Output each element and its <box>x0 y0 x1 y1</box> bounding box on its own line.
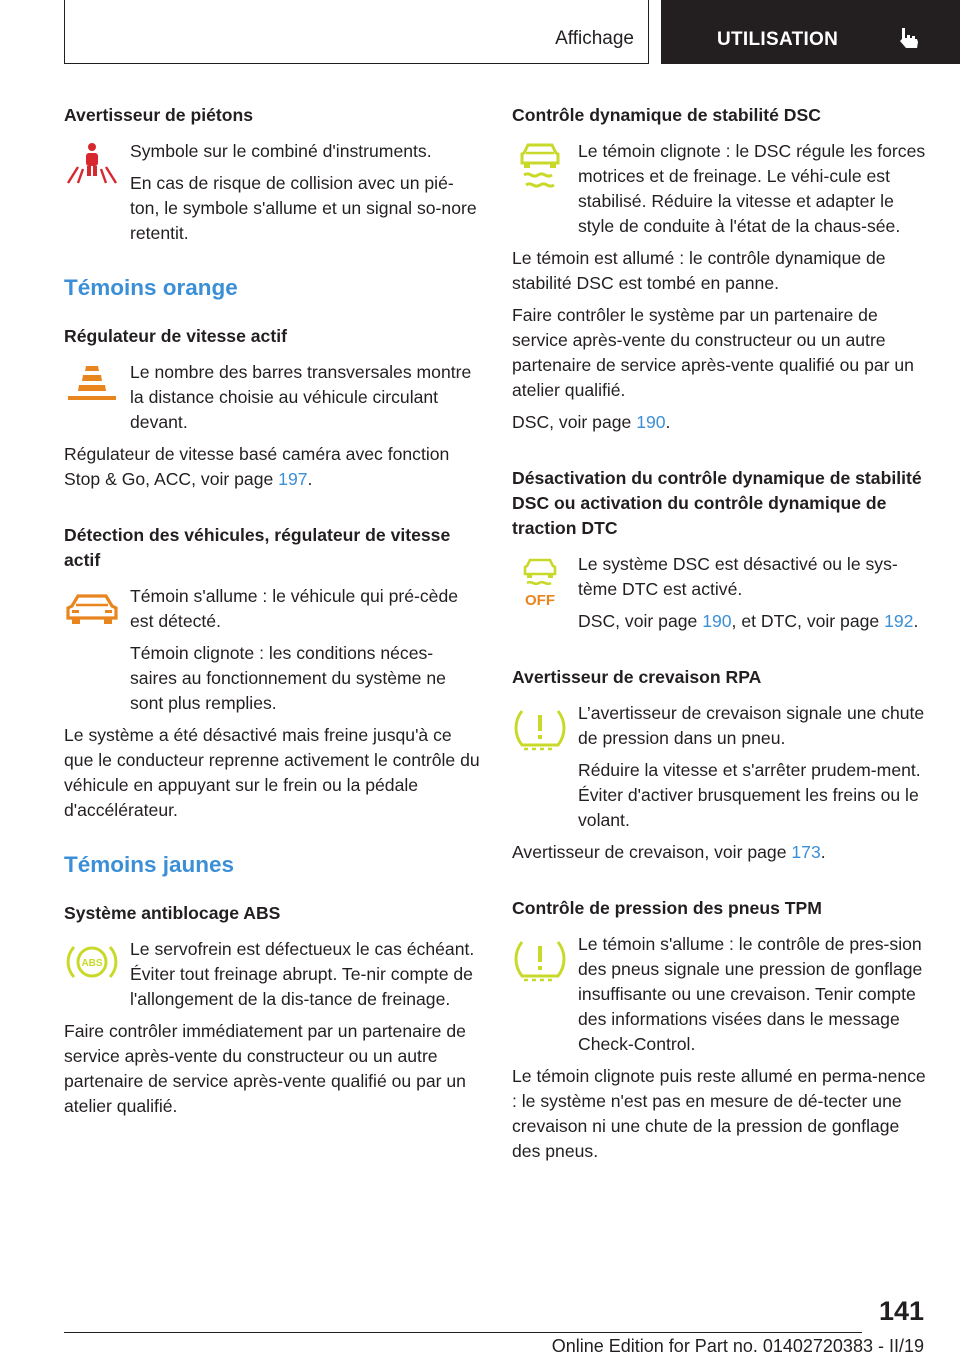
footer-divider <box>64 1332 862 1333</box>
left-column <box>64 103 480 1126</box>
paragraph: DSC, voir page 190, et DTC, voir page 192. <box>578 611 919 631</box>
paragraph: Le témoin est allumé : le contrôle dynamique de stabilité DSC est tombé en panne. <box>512 248 886 293</box>
section-title: Avertisseur de piétons <box>64 105 254 125</box>
paragraph: Faire contrôler le système par un partenaire de service après-vente du constructeur ou un autre partenaire de service après-vente qualifié ou par un atelier qualifié. <box>512 305 914 400</box>
page-link[interactable]: 190 <box>636 412 666 432</box>
paragraph: Réduire la vitesse et s'arrêter prudem-ment. Éviter d'activer brusquement les freins ou le volant. <box>578 760 921 830</box>
abs-warning-icon <box>64 939 120 985</box>
paragraph: Le témoin s'allume : le contrôle de pres-sion des pneus signale une pression de gonflage insuffisante ou une crevaison. Tenir compte des informations visées dans le message Check-Control. <box>578 934 923 1054</box>
tire-puncture-icon <box>512 703 568 755</box>
section-title: Système antiblocage ABS <box>64 903 281 923</box>
hand-pointer-icon <box>897 26 921 52</box>
distance-bars-icon <box>64 362 120 404</box>
section-title: Désactivation du contrôle dynamique de stabilité DSC ou activation du contrôle dynamique de traction DTC <box>512 468 922 538</box>
tire-pressure-icon <box>512 934 568 986</box>
section-heading-orange: Témoins orange <box>64 275 238 300</box>
header-chapter-tab <box>661 0 960 64</box>
paragraph: Faire contrôler immédiatement par un partenaire de service après-vente du constructeur ou un autre partenaire de service après-vente qualifié ou par un atelier qualifié. <box>64 1021 466 1116</box>
dsc-stability-icon <box>512 141 568 195</box>
paragraph: Le système DSC est désactivé ou le sys-tème DTC est activé. <box>578 554 898 599</box>
header-chapter-title: UTILISATION <box>717 29 839 50</box>
page-link[interactable]: 192 <box>884 611 914 631</box>
vehicle-detected-icon <box>64 586 120 628</box>
paragraph: Le servofrein est défectueux le cas échéant. Éviter tout freinage abrupt. Te-nir compte de l'allongement de la dis-tance de freinage. <box>130 939 475 1009</box>
paragraph: Avertisseur de crevaison, voir page 173. <box>512 842 826 862</box>
pedestrian-warning-icon <box>64 141 120 189</box>
paragraph: L’avertisseur de crevaison signale une chute de pression dans un pneu. <box>578 703 925 748</box>
paragraph: Le témoin clignote : le DSC régule les forces motrices et de freinage. Le véhi-cule est stabilisé. Réduire la vitesse et adapter le style de conduite à l'état de la chaus-sée. <box>578 141 926 236</box>
page-link[interactable]: 173 <box>791 842 821 862</box>
page-link[interactable]: 190 <box>702 611 732 631</box>
section-title: Avertisseur de crevaison RPA <box>512 667 762 687</box>
section-heading-yellow: Témoins jaunes <box>64 852 235 877</box>
section-title: Détection des véhicules, régulateur de vitesse actif <box>64 525 451 570</box>
off-label: OFF <box>525 592 555 609</box>
page-number: 141 <box>878 1296 924 1326</box>
section-title: Régulateur de vitesse actif <box>64 326 287 346</box>
footer-edition: Online Edition for Part no. 01402720383 - II/19 <box>551 1336 924 1356</box>
section-title: Contrôle de pression des pneus TPM <box>512 898 822 918</box>
paragraph: Témoin clignote : les conditions néces-saires au fonctionnement du système ne sont plus remplies. <box>130 643 446 713</box>
dsc-off-icon <box>512 554 568 612</box>
right-column <box>512 103 928 1171</box>
section-title: Contrôle dynamique de stabilité DSC <box>512 105 821 125</box>
paragraph: Témoin s'allume : le véhicule qui pré-cède est détecté. <box>130 586 459 631</box>
paragraph: Le nombre des barres transversales montre la distance choisie au véhicule circulant devant. <box>130 362 472 432</box>
header-section-title: Affichage <box>555 28 634 49</box>
paragraph: Symbole sur le combiné d'instruments. <box>130 141 432 161</box>
paragraph: Le témoin clignote puis reste allumé en perma-nence : le système n'est pas en mesure de dé-tecter une crevaison ni une chute de la pression de gonflage des pneus. <box>512 1066 926 1161</box>
paragraph: En cas de risque de collision avec un pié-ton, le symbole s'allume et un signal so-nore retentit. <box>130 173 477 243</box>
page-link[interactable]: 197 <box>278 469 308 489</box>
header-section-box <box>64 0 649 64</box>
paragraph: Régulateur de vitesse basé caméra avec fonction Stop & Go, ACC, voir page 197. <box>64 444 450 489</box>
paragraph: Le système a été désactivé mais freine jusqu'à ce que le conducteur reprenne activement le contrôle du véhicule en appuyant sur le frein ou la pédale d'accélérateur. <box>64 725 480 820</box>
abs-icon-label: ABS <box>81 958 103 969</box>
paragraph: DSC, voir page 190. <box>512 412 671 432</box>
